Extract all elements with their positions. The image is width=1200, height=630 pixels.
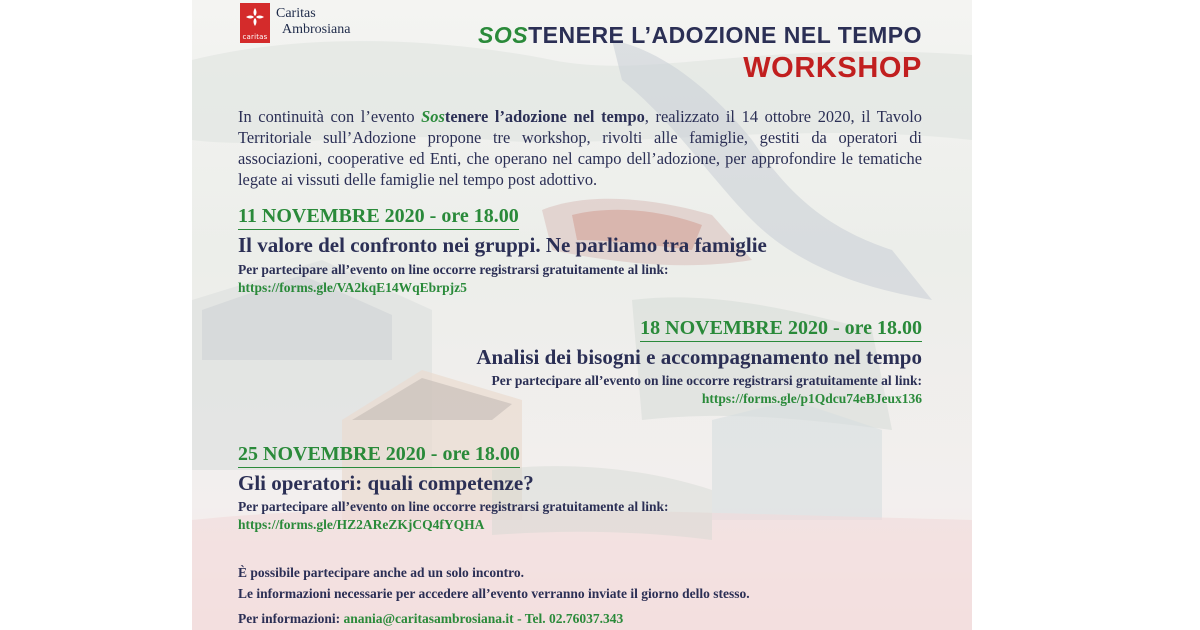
footer-line-2: Le informazioni necessarie per accedere all’evento verranno inviate il giorno dello stesso. — [238, 586, 750, 601]
intro-part-2: , realizzato il 14 ottobre 2020, il Tavolo Territoriale sull’Adozione propone tre workshop, rivolti alle famiglie, gestiti da operatori di associazioni, cooperative ed Enti, che operano nel campo dell’adozione, per approfondire le tematiche legate ai vissuti delle famiglie nel tempo post adottivo. — [238, 107, 923, 189]
footer-line-1: È possibile partecipare anche ad un solo incontro. — [238, 565, 525, 580]
footer-contact — [238, 611, 623, 627]
logo-mark-word: caritas — [242, 33, 268, 41]
event-2-date: 18 NOVEMBRE 2020 - ore 18.00 — [640, 317, 922, 342]
intro-paragraph — [238, 106, 922, 190]
event-3-note: Per partecipare all’evento on line occorre registrarsi gratuitamente al link: — [238, 499, 669, 514]
event-1-note: Per partecipare all’evento on line occorre registrarsi gratuitamente al link: — [238, 262, 669, 277]
logo-line-1: Caritas — [276, 6, 316, 21]
cross-logo-icon — [245, 7, 265, 27]
logo-text — [276, 6, 350, 38]
intro-part-1: In continuità con l’evento — [238, 107, 422, 126]
event-3-title: Gli operatori: quali competenze? — [238, 471, 534, 495]
painting-background — [192, 0, 972, 630]
title-prefix: SOS — [478, 22, 529, 48]
footer-phone: - Tel. 02.76037.343 — [513, 611, 624, 626]
footer-email-link[interactable]: anania@caritasambrosiana.it — [343, 611, 514, 626]
event-1-link[interactable]: https://forms.gle/VA2kqE14WqEbrpjz5 — [238, 280, 467, 295]
event-2-title: Analisi dei bisogni e accompagnamento nel tempo — [476, 345, 922, 369]
event-2-link[interactable]: https://forms.gle/p1Qdcu74eBJeux136 — [701, 391, 922, 406]
page-title — [478, 22, 922, 49]
event-3-date: 25 NOVEMBRE 2020 - ore 18.00 — [238, 443, 520, 468]
event-2-note: Per partecipare all’evento on line occorre registrarsi gratuitamente al link: — [491, 373, 922, 388]
logo-line-2: Ambrosiana — [282, 22, 351, 37]
intro-event-rest: tenere l’adozione nel tempo — [444, 107, 645, 126]
poster-background — [192, 0, 972, 630]
intro-event-prefix: Sos — [421, 107, 445, 126]
event-3-link[interactable]: https://forms.gle/HZ2AReZKjCQ4fYQHA — [238, 517, 485, 532]
caritas-logo — [240, 3, 270, 43]
footer-info-label: Per informazioni: — [238, 611, 344, 626]
event-1-title: Il valore del confronto nei gruppi. Ne parliamo tra famiglie — [238, 233, 767, 257]
title-rest: TENERE L’ADOZIONE NEL TEMPO — [528, 22, 922, 48]
page-subtitle: WORKSHOP — [743, 52, 922, 84]
event-1-date: 11 NOVEMBRE 2020 - ore 18.00 — [238, 205, 519, 230]
